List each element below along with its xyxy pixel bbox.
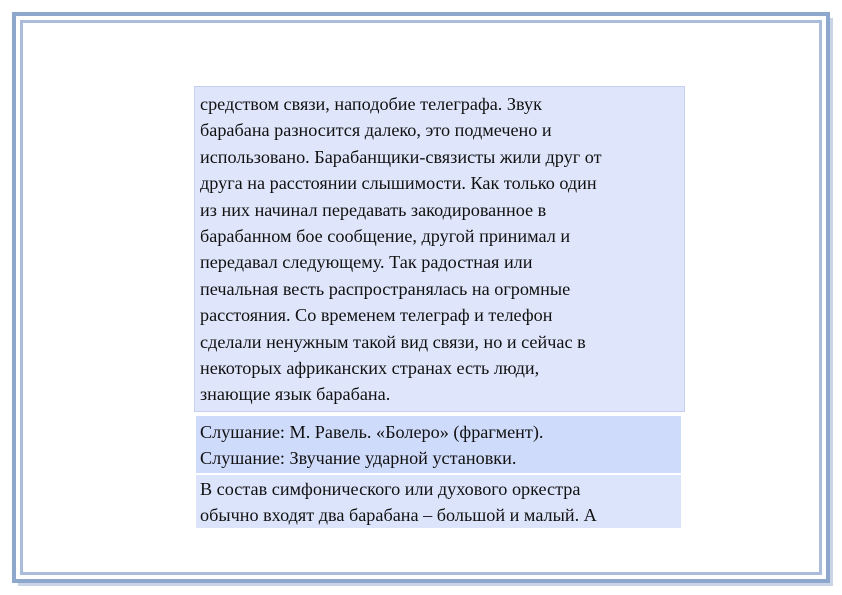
frame-shadow-bottom xyxy=(18,583,833,586)
text-line: из них начинал передавать закодированное в xyxy=(200,199,547,220)
text-line: использовано. Барабанщики-связисты жили друг от xyxy=(200,146,602,167)
text-line: друга на расстоянии слышимости. Как только один xyxy=(200,173,597,194)
text-line: печальная весть распространялась на огромные xyxy=(200,278,571,299)
text-line: средством связи, наподобие телеграфа. Звук xyxy=(200,94,542,114)
text-line: барабана разносится далеко, это подмечено и xyxy=(200,120,552,141)
text-line: передавал следующему. Так радостная или xyxy=(200,252,533,273)
text-line: обычно входят два барабана – большой и малый. А xyxy=(200,505,597,526)
text-line: расстояния. Со временем телеграф и телефон xyxy=(200,305,553,326)
text-line: В состав симфонического или духового оркестра xyxy=(200,479,581,499)
listening-item-drum-kit: Слушание: Звучание ударной установки. xyxy=(200,448,517,469)
main-paragraph xyxy=(200,91,680,408)
text-line: барабанном бое сообщение, другой принимал и xyxy=(200,226,571,247)
main-text-box xyxy=(194,86,685,412)
orchestra-text-box xyxy=(196,475,681,528)
frame-shadow-right xyxy=(830,18,833,586)
text-line: знающие язык барабана. xyxy=(200,384,391,405)
listening-item-bolero: Слушание: М. Равель. «Болеро» (фрагмент). xyxy=(200,422,544,442)
listening-box xyxy=(196,416,681,473)
text-line: некоторых африканских странах есть люди, xyxy=(200,358,540,379)
text-line: сделали ненужным такой вид связи, но и сейчас в xyxy=(200,331,586,352)
